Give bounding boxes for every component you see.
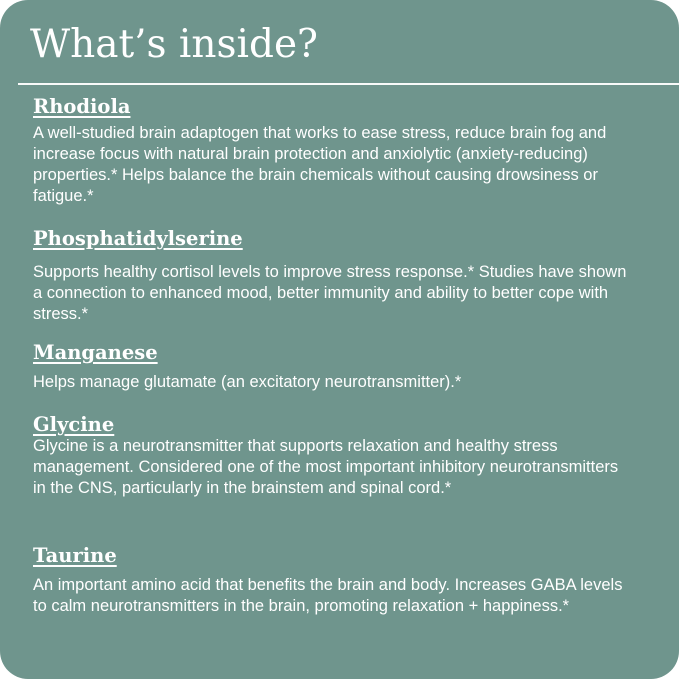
- ingredient-name: Phosphatidylserine: [33, 227, 243, 250]
- ingredient-description: A well-studied brain adaptogen that works to ease stress, reduce brain fog and increase focus with natural brain protection and anxiolytic (anxiety-reducing) properties.* Helps balance the brain chemicals without causing drowsiness or fatigue.*: [33, 124, 607, 206]
- card-title: What’s inside?: [30, 22, 318, 67]
- ingredient-name: Manganese: [33, 341, 158, 364]
- ingredient-glycine: [33, 414, 633, 499]
- ingredient-description: Glycine is a neurotransmitter that supports relaxation and healthy stress management. Considered one of the most important inhibitory neurotransmitters in the CNS, particularly in the brainstem and spinal cord.*: [33, 437, 619, 498]
- title-divider: [18, 83, 679, 85]
- ingredient-description: Helps manage glutamate (an excitatory neurotransmitter).*: [33, 373, 462, 392]
- ingredient-manganese: [33, 342, 633, 393]
- ingredient-rhodiola: [33, 96, 633, 207]
- ingredient-description: An important amino acid that benefits the brain and body. Increases GABA levels to calm neurotransmitters in the brain, promoting relaxation + happiness.*: [33, 576, 623, 616]
- ingredient-taurine: [33, 545, 633, 617]
- ingredient-phosphatidylserine: [33, 228, 633, 325]
- ingredient-description: Supports healthy cortisol levels to improve stress response.* Studies have shown a connection to enhanced mood, better immunity and ability to better cope with stress.*: [33, 263, 627, 324]
- ingredient-name: Taurine: [33, 544, 117, 567]
- ingredient-name: Glycine: [33, 413, 115, 436]
- ingredient-name: Rhodiola: [33, 95, 131, 118]
